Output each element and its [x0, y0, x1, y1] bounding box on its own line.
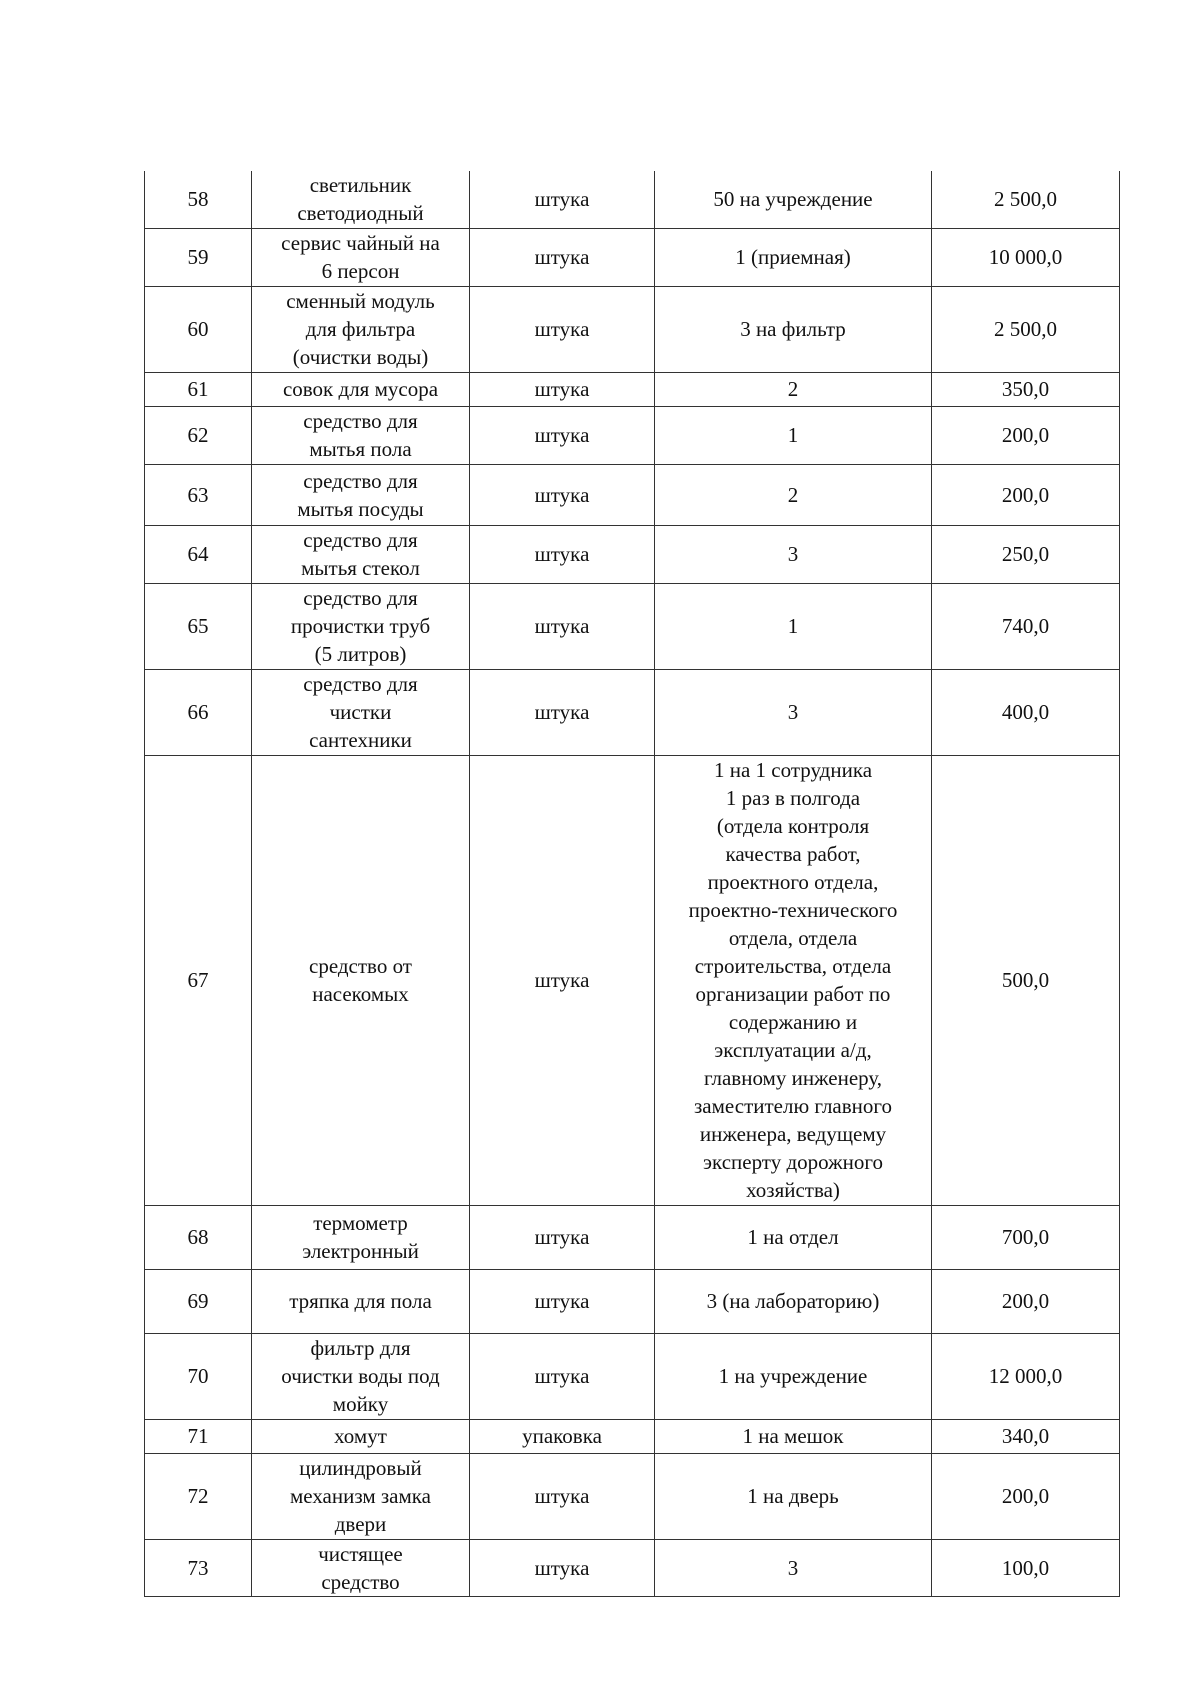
item-name-line: мытья пола — [309, 437, 412, 461]
quantity-norm-line: 1 на мешок — [742, 1424, 844, 1448]
price-cell: 100,0 — [932, 1539, 1120, 1596]
item-name-line: мытья посуды — [297, 496, 424, 521]
item-name-cell — [252, 1205, 470, 1269]
item-name-cell — [252, 669, 470, 755]
item-name-cell — [252, 286, 470, 372]
quantity-norm-cell — [655, 1333, 932, 1419]
table-row — [145, 1205, 1120, 1269]
row-number-cell: 59 — [145, 228, 252, 286]
quantity-norm-line: инженера, ведущему — [699, 1122, 887, 1146]
item-name-line: прочистки труб — [290, 614, 431, 638]
item-name-line: фильтр для — [310, 1336, 411, 1360]
unit-cell: штука — [470, 171, 655, 228]
item-name-line: двери — [334, 1512, 387, 1536]
table-row — [145, 1419, 1120, 1453]
unit-cell: штука — [470, 1205, 655, 1269]
quantity-norm-cell — [655, 525, 932, 583]
price-cell: 12 000,0 — [932, 1333, 1120, 1419]
table-row — [145, 669, 1120, 755]
quantity-norm-line: содержанию и — [728, 1010, 858, 1034]
row-number-cell: 68 — [145, 1205, 252, 1269]
quantity-norm-line: 2 — [787, 482, 799, 507]
item-name-line: сантехники — [309, 728, 412, 752]
quantity-norm-line: хозяйства) — [746, 1178, 840, 1202]
price-cell: 740,0 — [932, 583, 1120, 669]
table-row — [145, 228, 1120, 286]
price-cell: 10 000,0 — [932, 228, 1120, 286]
table-row — [145, 286, 1120, 372]
unit-cell: штука — [470, 406, 655, 464]
quantity-norm-cell — [655, 1269, 932, 1333]
unit-cell: штука — [470, 583, 655, 669]
item-name-line: насекомых — [312, 982, 409, 1006]
item-name-line: мойку — [332, 1392, 389, 1416]
row-number-cell: 69 — [145, 1269, 252, 1333]
row-number-cell: 60 — [145, 286, 252, 372]
item-name-cell — [252, 583, 470, 669]
quantity-norm-line: 1 раз в полгода — [725, 786, 861, 810]
unit-cell: штука — [470, 669, 655, 755]
quantity-norm-line: проектно-технического — [688, 898, 898, 922]
quantity-norm-cell — [655, 406, 932, 464]
item-name-line: мытья стекол — [301, 556, 420, 580]
row-number-cell: 64 — [145, 525, 252, 583]
price-cell: 2 500,0 — [932, 171, 1120, 228]
item-name-line: очистки воды под — [281, 1364, 440, 1388]
table-row — [145, 171, 1120, 228]
price-cell: 700,0 — [932, 1205, 1120, 1269]
row-number-cell: 65 — [145, 583, 252, 669]
quantity-norm-cell — [655, 583, 932, 669]
item-name-cell — [252, 171, 470, 228]
item-name-cell — [252, 1539, 470, 1596]
item-name-cell — [252, 1333, 470, 1419]
row-number-cell: 70 — [145, 1333, 252, 1419]
price-cell: 400,0 — [932, 669, 1120, 755]
item-name-cell — [252, 464, 470, 525]
quantity-norm-cell — [655, 286, 932, 372]
table-row — [145, 525, 1120, 583]
item-name-line: светодиодный — [297, 201, 424, 226]
item-name-line: сервис чайный на — [281, 231, 440, 255]
unit-cell: штука — [470, 525, 655, 583]
supplies-table — [144, 171, 1120, 1597]
row-number-cell: 66 — [145, 669, 252, 755]
quantity-norm-cell — [655, 1539, 932, 1596]
quantity-norm-line: 3 на фильтр — [740, 317, 846, 341]
item-name-line: светильник — [309, 173, 412, 198]
row-number-cell: 63 — [145, 464, 252, 525]
quantity-norm-line: 3 — [787, 542, 799, 566]
quantity-norm-cell — [655, 1205, 932, 1269]
unit-cell: штука — [470, 1539, 655, 1596]
row-number-cell: 58 — [145, 171, 252, 228]
quantity-norm-line: 1 на отдел — [747, 1225, 839, 1249]
row-number-cell: 72 — [145, 1453, 252, 1539]
quantity-norm-line: проектного отдела, — [707, 870, 879, 894]
quantity-norm-cell — [655, 669, 932, 755]
item-name-line: (5 литров) — [314, 642, 407, 666]
quantity-norm-line: 2 — [787, 377, 799, 401]
unit-cell: штука — [470, 755, 655, 1205]
item-name-line: средство — [321, 1569, 400, 1594]
item-name-cell — [252, 1453, 470, 1539]
row-number-cell: 61 — [145, 372, 252, 406]
price-cell: 200,0 — [932, 1269, 1120, 1333]
table-row — [145, 1333, 1120, 1419]
item-name-line: тряпка для пола — [289, 1289, 432, 1313]
row-number-cell: 73 — [145, 1539, 252, 1596]
item-name-cell — [252, 1419, 470, 1453]
item-name-cell — [252, 755, 470, 1205]
item-name-line: чистящее — [318, 1541, 403, 1566]
item-name-cell — [252, 525, 470, 583]
row-number-cell: 67 — [145, 755, 252, 1205]
unit-cell: штука — [470, 1453, 655, 1539]
item-name-line: цилиндровый — [299, 1456, 422, 1480]
price-cell: 350,0 — [932, 372, 1120, 406]
quantity-norm-line: 3 — [787, 700, 799, 724]
quantity-norm-line: 1 — [787, 614, 799, 638]
price-cell: 250,0 — [932, 525, 1120, 583]
price-cell: 2 500,0 — [932, 286, 1120, 372]
quantity-norm-line: 1 — [787, 423, 799, 447]
row-number-cell: 71 — [145, 1419, 252, 1453]
quantity-norm-line: строительства, отдела — [694, 954, 892, 978]
price-cell: 200,0 — [932, 464, 1120, 525]
table-row — [145, 1269, 1120, 1333]
quantity-norm-line: эксперту дорожного — [703, 1150, 883, 1174]
unit-cell: штука — [470, 286, 655, 372]
unit-cell: штука — [470, 1333, 655, 1419]
quantity-norm-line: эксплуатации а/д, — [714, 1038, 872, 1062]
item-name-line: средство для — [303, 586, 418, 610]
quantity-norm-cell — [655, 228, 932, 286]
quantity-norm-line: 3 (на лабораторию) — [706, 1289, 880, 1313]
unit-cell: штука — [470, 1269, 655, 1333]
item-name-line: хомут — [334, 1424, 387, 1448]
item-name-cell — [252, 1269, 470, 1333]
unit-cell: штука — [470, 228, 655, 286]
quantity-norm-line: 50 на учреждение — [713, 187, 873, 212]
item-name-line: средство от — [309, 954, 412, 978]
quantity-norm-line: 1 на 1 сотрудника — [713, 758, 873, 782]
quantity-norm-cell — [655, 1419, 932, 1453]
item-name-line: средство для — [303, 528, 418, 552]
table-row — [145, 583, 1120, 669]
item-name-line: термометр — [313, 1211, 408, 1235]
unit-cell: упаковка — [470, 1419, 655, 1453]
item-name-line: для фильтра — [305, 317, 416, 341]
quantity-norm-line: организации работ по — [695, 982, 891, 1006]
table-row — [145, 1453, 1120, 1539]
item-name-cell — [252, 228, 470, 286]
item-name-line: 6 персон — [321, 259, 400, 283]
unit-cell: штука — [470, 464, 655, 525]
supplies-table-body — [145, 171, 1120, 1596]
item-name-line: чистки — [329, 700, 392, 724]
item-name-line: (очистки воды) — [292, 345, 429, 369]
table-row — [145, 372, 1120, 406]
item-name-cell — [252, 406, 470, 464]
quantity-norm-line: заместителю главного — [694, 1094, 892, 1118]
quantity-norm-cell — [655, 464, 932, 525]
item-name-line: механизм замка — [289, 1484, 431, 1508]
item-name-line: совок для мусора — [282, 377, 439, 401]
item-name-line: средство для — [303, 468, 418, 493]
quantity-norm-line: 1 (приемная) — [735, 245, 851, 269]
table-row — [145, 464, 1120, 525]
item-name-line: электронный — [302, 1239, 419, 1263]
price-cell: 200,0 — [932, 1453, 1120, 1539]
price-cell: 500,0 — [932, 755, 1120, 1205]
unit-cell: штука — [470, 372, 655, 406]
price-cell: 340,0 — [932, 1419, 1120, 1453]
quantity-norm-cell — [655, 1453, 932, 1539]
row-number-cell: 62 — [145, 406, 252, 464]
quantity-norm-line: (отдела контроля — [716, 814, 870, 838]
quantity-norm-line: 1 на дверь — [747, 1484, 839, 1508]
quantity-norm-line: качества работ, — [725, 842, 861, 866]
item-name-line: средство для — [303, 409, 418, 433]
quantity-norm-cell — [655, 372, 932, 406]
quantity-norm-cell — [655, 171, 932, 228]
quantity-norm-line: 3 — [787, 1555, 799, 1580]
quantity-norm-line: главному инженеру, — [703, 1066, 883, 1090]
item-name-line: средство для — [303, 672, 418, 696]
item-name-line: сменный модуль — [286, 289, 435, 313]
quantity-norm-cell — [655, 755, 932, 1205]
quantity-norm-line: отдела, отдела — [728, 926, 858, 950]
quantity-norm-line: 1 на учреждение — [718, 1364, 868, 1388]
item-name-cell — [252, 372, 470, 406]
table-row — [145, 406, 1120, 464]
table-row — [145, 1539, 1120, 1596]
price-cell: 200,0 — [932, 406, 1120, 464]
table-row — [145, 755, 1120, 1205]
